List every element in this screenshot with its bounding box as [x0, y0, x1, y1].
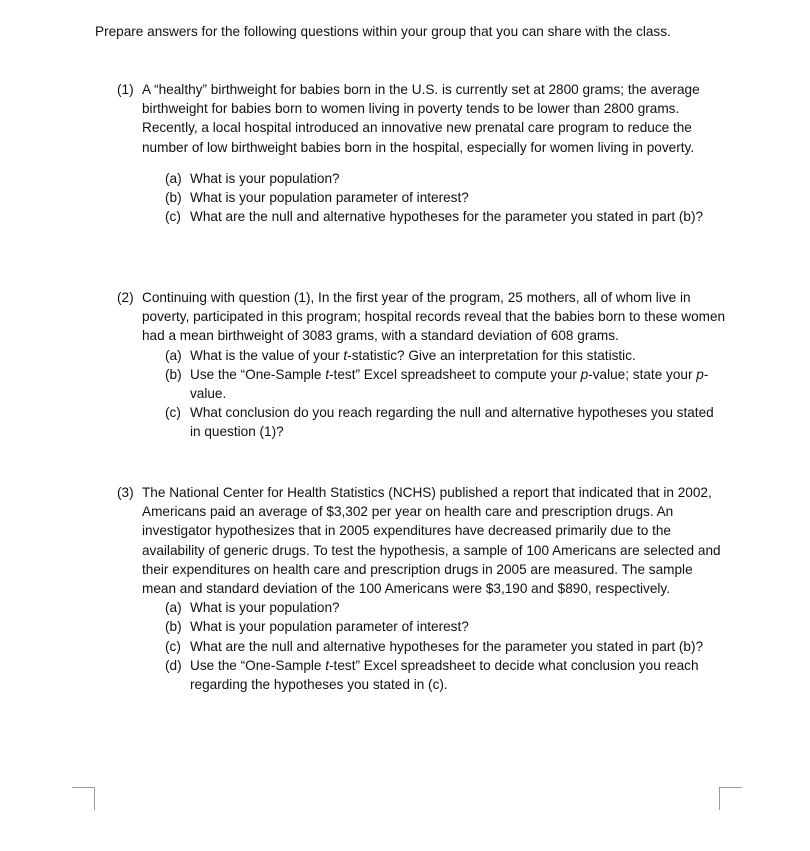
sub-question-label: (c) [165, 405, 181, 421]
question-number: (1) [117, 82, 134, 97]
sub-question-label: (b) [165, 190, 182, 206]
sub-question [165, 188, 727, 207]
question-text: The National Center for Health Statistics (NCHS) published a report that indicated that in 2002, Americans paid an average of $3,302 per year on health care and prescription drugs. An investigator hypothesizes that in 2005 expenditures have decreased primarily due to the availability of generic drugs. To test the hypothesis, a sample of 100 Americans are selected and their expenditures on health care and prescription drugs in 2005 are measured. The sample mean and standard deviation of the 100 Americans were $3,190 and $890, respectively. [142, 485, 721, 597]
sub-question-label: (c) [165, 209, 181, 225]
sub-question-text: What is your population parameter of interest? [190, 190, 469, 206]
sub-question-label: (a) [165, 170, 182, 186]
sub-question-text: What is the value of your t-statistic? Give an interpretation for this statistic. [190, 347, 636, 363]
sub-question [165, 346, 727, 365]
sub-question [165, 403, 727, 441]
sub-question-text: What conclusion do you reach regarding the null and alternative hypotheses you stated in question (1)? [190, 405, 714, 440]
question-1 [117, 80, 727, 226]
sub-question-text: Use the “One-Sample t-test” Excel spreadsheet to decide what conclusion you reach regarding the hypotheses you stated in (c). [190, 657, 699, 693]
sub-question [165, 365, 727, 403]
sub-question-label: (d) [165, 657, 182, 673]
page-corner-mark-left [72, 787, 95, 810]
question-number: (3) [117, 485, 134, 500]
question-2 [117, 288, 727, 442]
sub-question-label: (c) [165, 638, 181, 654]
page-corner-mark-right [719, 787, 742, 810]
sub-question-text: What is your population? [190, 600, 340, 616]
sub-question-text: What are the null and alternative hypotheses for the parameter you stated in part (b)? [190, 638, 704, 654]
sub-question [165, 207, 727, 226]
sub-question-text: What are the null and alternative hypotheses for the parameter you stated in part (b)? [190, 209, 704, 225]
intro-paragraph: Prepare answers for the following questions within your group that you can share with the class. [95, 24, 671, 39]
sub-question [165, 617, 727, 636]
sub-question-text: What is your population? [190, 170, 340, 186]
question-text: Continuing with question (1), In the first year of the program, 25 mothers, all of whom live in poverty, participated in this program; hospital records reveal that the babies born to these women had a mean birthweight of 3083 grams, with a standard deviation of 608 grams. [142, 290, 726, 344]
sub-question-label: (b) [165, 619, 182, 635]
sub-question-text: Use the “One-Sample t-test” Excel spreadsheet to compute your p-value; state your p-value. [190, 366, 709, 402]
sub-question-label: (b) [165, 366, 182, 382]
question-3 [117, 483, 727, 694]
sub-question [165, 598, 727, 617]
question-number: (2) [117, 290, 134, 305]
sub-question-label: (a) [165, 600, 182, 616]
sub-question-text: What is your population parameter of interest? [190, 619, 469, 635]
question-text: A “healthy” birthweight for babies born in the U.S. is currently set at 2800 grams; the average birthweight for babies born to women living in poverty tends to be lower than 2800 grams. Recently, a local hospital introduced an innovative new prenatal care program to reduce the number of low birthweight babies born in the hospital, especially for women living in poverty. [142, 82, 700, 155]
sub-question [165, 637, 727, 656]
sub-question-label: (a) [165, 347, 182, 363]
sub-question [165, 169, 727, 188]
sub-question [165, 656, 727, 694]
